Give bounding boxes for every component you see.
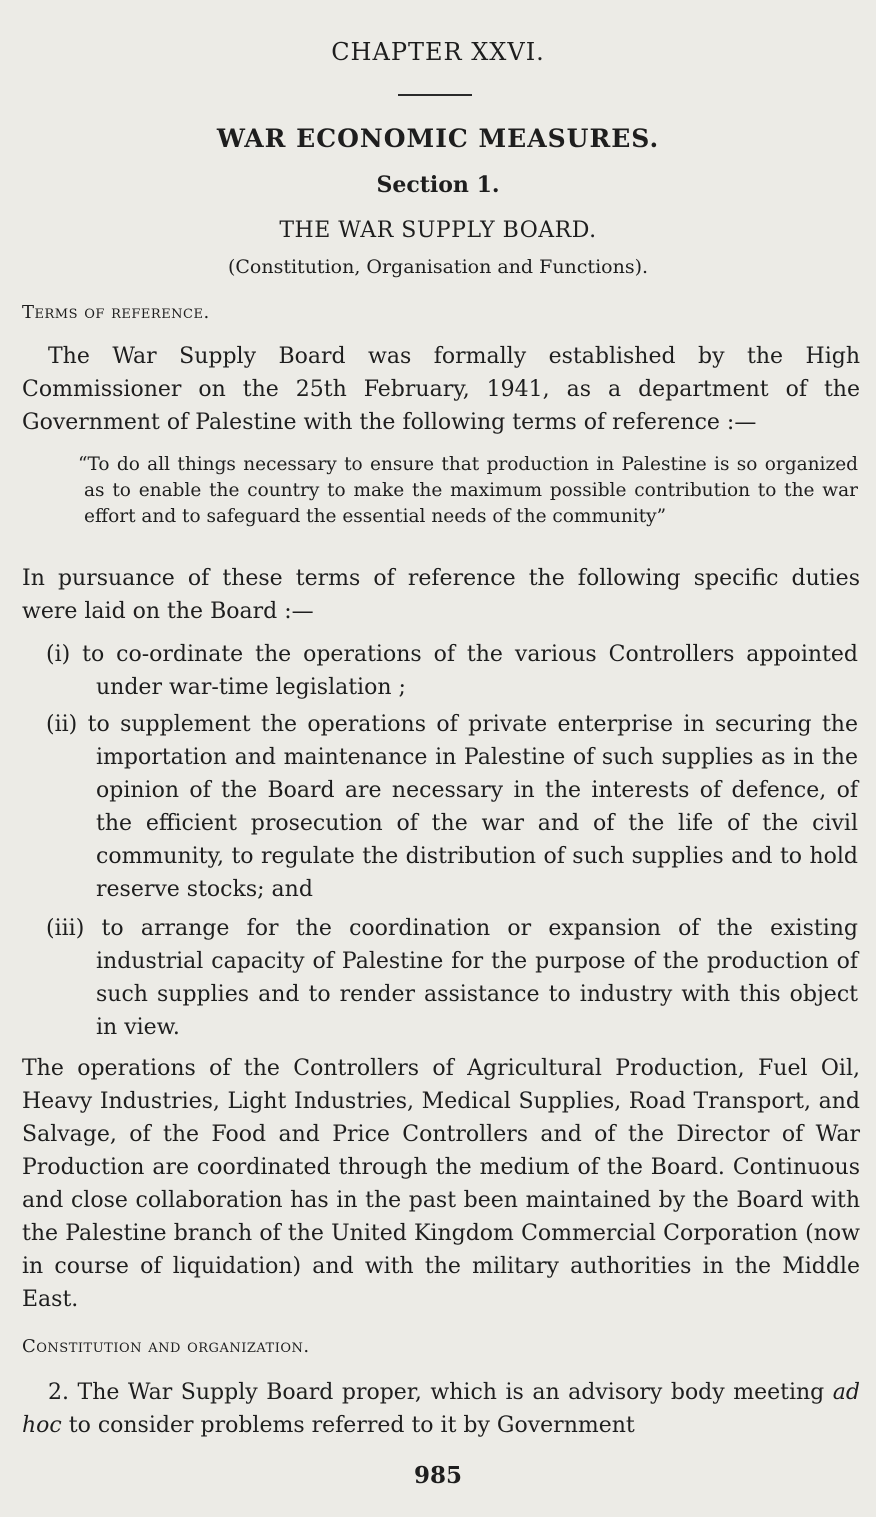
duty-item-2: (ii) to supplement the operations of private enterprise in securing the importation and maintenance in Palestine of such supplies as in the opinion of the Board are necessary in the interests of defence, of the efficient prosecution of the war and of the life of the civil community, to regulate the distribution of such supplies and to hold reserve stocks; and: [46, 712, 858, 902]
duty-item-3: (iii) to arrange for the coordination or expansion of the existing industrial capacity of Palestine for the purpose of the production of such supplies and to render assistance to industry with this object in view.: [46, 916, 858, 1040]
paragraph-4: [22, 1376, 860, 1442]
paragraph-2: In pursuance of these terms of reference the following specific duties were laid on the Board :—: [22, 566, 860, 624]
paragraph-1: The War Supply Board was formally established by the High Commissioner on the 25th February, 1941, as a department of the Government of Palestine with the following terms of reference :—: [22, 344, 860, 435]
chapter-title: WAR ECONOMIC MEASURES.: [216, 124, 660, 153]
quote-block: “To do all things necessary to ensure that production in Palestine is so organized as to enable the country to make the maximum possible contribution to the war effort and to safeguard the essential needs of the community”: [78, 454, 858, 527]
section-heading: Section 1.: [376, 172, 500, 198]
heading-rule: [398, 94, 472, 96]
paragraph-3: The operations of the Controllers of Agricultural Production, Fuel Oil, Heavy Industries, Light Industries, Medical Supplies, Road Transport, and Salvage, of the Food and Price Controllers and of the Director of War Production are coordinated through the medium of the Board. Continuous and close collaboration has in the past been maintained by the Board with the Palestine branch of the United Kingdom Commercial Corporation (now in course of liquidation) and with the military authorities in the Middle East.: [22, 1056, 860, 1312]
subheading: (Constitution, Organisation and Functions).: [227, 256, 649, 278]
paragraph-4-end: to consider problems referred to it by Government: [61, 1413, 635, 1438]
constitution-heading: Constitution and organization.: [22, 1336, 310, 1357]
terms-heading: Terms of reference.: [22, 302, 210, 323]
chapter-heading: CHAPTER XXVI.: [331, 38, 545, 66]
paragraph-4-italic: ad hoc: [22, 1380, 860, 1438]
duty-item-1: (i) to co-ordinate the operations of the various Controllers appointed under war-time legislation ;: [46, 642, 858, 700]
paragraph-4-start: 2. The War Supply Board proper, which is an advisory body meeting: [48, 1380, 833, 1405]
board-heading: THE WAR SUPPLY BOARD.: [279, 218, 597, 243]
page-number: 985: [413, 1462, 462, 1489]
